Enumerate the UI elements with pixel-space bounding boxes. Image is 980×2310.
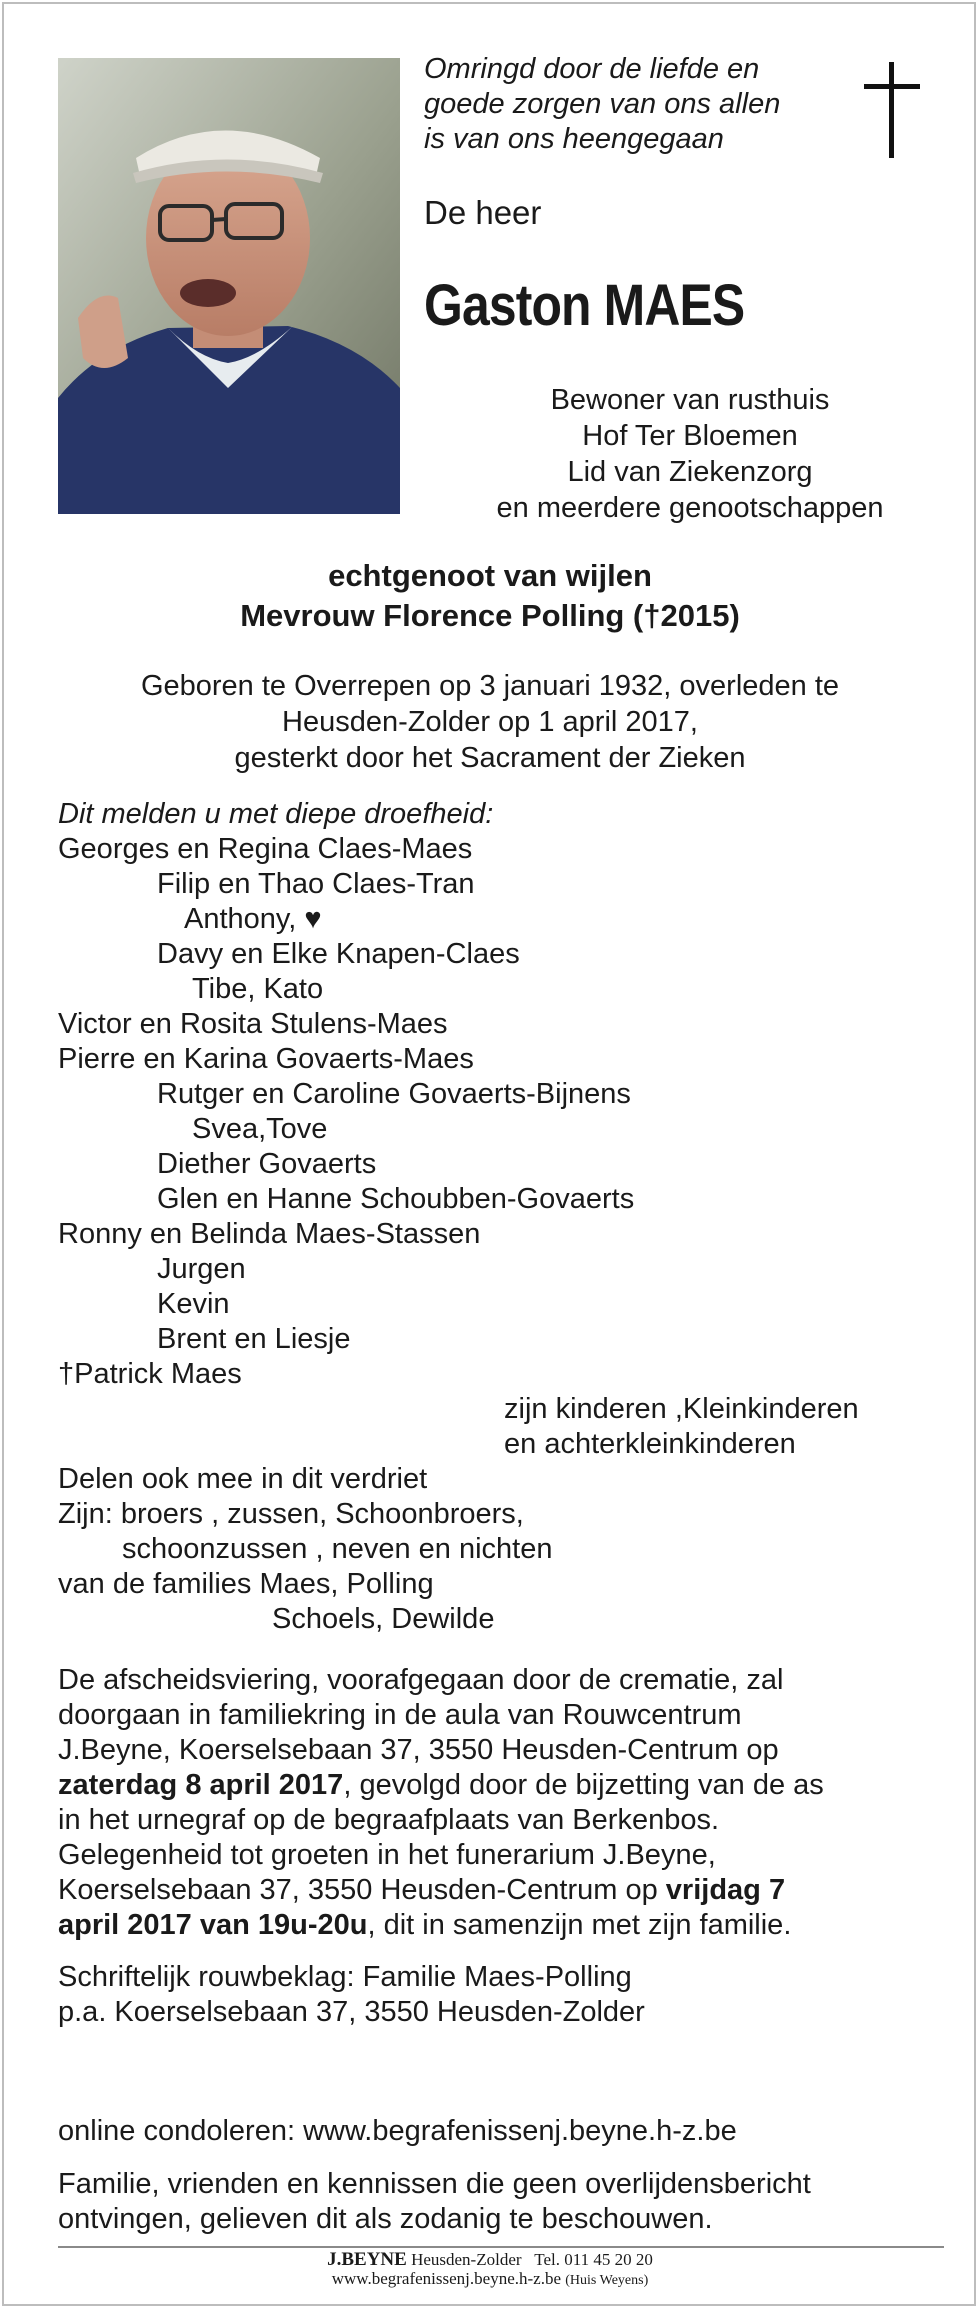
funeral-home-footer bbox=[0, 2250, 980, 2290]
funeral-home-website[interactable]: www.begrafenissenj.beyne.h-z.be bbox=[331, 2269, 561, 2288]
family-line: en achterkleinkinderen bbox=[504, 1428, 796, 1460]
correspondence-block bbox=[58, 1960, 948, 2030]
ceremony-line: Gelegenheid tot groeten in het funerarium J.Beyne, bbox=[58, 1839, 716, 1871]
ceremony-date: zaterdag 8 april 2017 bbox=[58, 1769, 344, 1801]
footer-divider bbox=[58, 2246, 944, 2248]
family-line: Diether Govaerts bbox=[157, 1148, 377, 1180]
roles-block bbox=[440, 382, 940, 526]
role-line: Bewoner van rusthuis bbox=[550, 384, 830, 416]
family-line: Kevin bbox=[157, 1288, 230, 1320]
role-line: Hof Ter Bloemen bbox=[582, 420, 798, 452]
family-line: Glen en Hanne Schoubben-Govaerts bbox=[157, 1183, 635, 1215]
ceremony-line bbox=[58, 1873, 948, 1908]
family-line: Brent en Liesje bbox=[157, 1323, 351, 1355]
family-line: van de families Maes, Polling bbox=[58, 1568, 434, 1600]
ceremony-line: in het urnegraf op de begraafplaats van Berkenbos. bbox=[58, 1804, 720, 1836]
visitation-date: vrijdag 7 bbox=[665, 1874, 786, 1906]
ceremony-text: , gevolgd door de bijzetting van de as bbox=[343, 1769, 824, 1801]
family-line: Georges en Regina Claes-Maes bbox=[58, 833, 473, 865]
family-line: Davy en Elke Knapen-Claes bbox=[157, 938, 520, 970]
spouse-line: Mevrouw Florence Polling (†2015) bbox=[240, 598, 740, 633]
spouse-block bbox=[0, 556, 980, 636]
correspondence-line: Schriftelijk rouwbeklag: Familie Maes-Polling bbox=[58, 1961, 632, 1993]
funeral-home-name: J.BEYNE bbox=[327, 2249, 407, 2270]
birth-line: Heusden-Zolder op 1 april 2017, bbox=[282, 706, 698, 738]
birth-line: gesterkt door het Sacrament der Zieken bbox=[234, 742, 746, 774]
family-line: †Patrick Maes bbox=[58, 1358, 242, 1390]
family-line: Rutger en Caroline Govaerts-Bijnens bbox=[157, 1078, 631, 1110]
ceremony-line: J.Beyne, Koerselsebaan 37, 3550 Heusden-Centrum op bbox=[58, 1734, 779, 1766]
footer-line-1 bbox=[0, 2250, 980, 2269]
family-line: zijn kinderen ,Kleinkinderen bbox=[504, 1393, 859, 1425]
notice-line: Familie, vrienden en kennissen die geen overlijdensbericht bbox=[58, 2168, 811, 2200]
birth-death-block bbox=[0, 668, 980, 776]
role-line: en meerdere genootschappen bbox=[496, 492, 884, 524]
ceremony-line bbox=[58, 1768, 948, 1803]
family-line: Delen ook mee in dit verdriet bbox=[58, 1463, 428, 1495]
ceremony-paragraph bbox=[58, 1663, 948, 1943]
ceremony-text: Koerselsebaan 37, 3550 Heusden-Centrum op bbox=[58, 1874, 666, 1906]
family-intro: Dit melden u met diepe droefheid: bbox=[58, 798, 494, 830]
family-line: Filip en Thao Claes-Tran bbox=[157, 868, 475, 900]
footer-line-2 bbox=[0, 2269, 980, 2290]
family-line: Ronny en Belinda Maes-Stassen bbox=[58, 1218, 481, 1250]
role-line: Lid van Ziekenzorg bbox=[567, 456, 813, 488]
family-line: Jurgen bbox=[157, 1253, 246, 1285]
family-line: schoonzussen , neven en nichten bbox=[122, 1533, 553, 1565]
intro-verse: Omringd door de liefde en goede zorgen van ons allen is van ons heengegaan bbox=[424, 53, 781, 155]
funeral-home-location: Heusden-Zolder bbox=[411, 2250, 522, 2269]
visitation-time: april 2017 van 19u-20u bbox=[58, 1909, 368, 1941]
notice-block bbox=[58, 2167, 948, 2237]
notice-line: ontvingen, gelieven dit als zodanig te beschouwen. bbox=[58, 2203, 713, 2235]
portrait-photo bbox=[58, 58, 400, 514]
family-line: Anthony, ♥ bbox=[184, 903, 322, 935]
deceased-name: Gaston MAES bbox=[424, 273, 745, 338]
salutation: De heer bbox=[424, 194, 542, 231]
funeral-home-phone: Tel. 011 45 20 20 bbox=[534, 2250, 653, 2269]
family-line: Svea,Tove bbox=[192, 1113, 328, 1145]
family-line: Tibe, Kato bbox=[192, 973, 324, 1005]
online-condolence-link[interactable]: online condoleren: www.begrafenissenj.beyne.h-z.be bbox=[58, 2115, 737, 2147]
family-line: Pierre en Karina Govaerts-Maes bbox=[58, 1043, 474, 1075]
birth-line: Geboren te Overrepen op 3 januari 1932, overleden te bbox=[140, 670, 840, 702]
cross-icon bbox=[864, 62, 920, 163]
ceremony-line bbox=[58, 1908, 948, 1943]
family-line: Zijn: broers , zussen, Schoonbroers, bbox=[58, 1498, 524, 1530]
funeral-home-house: (Huis Weyens) bbox=[565, 2273, 649, 2288]
family-line: Schoels, Dewilde bbox=[272, 1603, 495, 1635]
ceremony-text: , dit in samenzijn met zijn familie. bbox=[367, 1909, 792, 1941]
ceremony-line: De afscheidsviering, voorafgegaan door de crematie, zal bbox=[58, 1664, 784, 1696]
family-line: Victor en Rosita Stulens-Maes bbox=[58, 1008, 448, 1040]
correspondence-line: p.a. Koerselsebaan 37, 3550 Heusden-Zolder bbox=[58, 1996, 645, 2028]
ceremony-line: doorgaan in familiekring in de aula van Rouwcentrum bbox=[58, 1699, 742, 1731]
spouse-line: echtgenoot van wijlen bbox=[328, 558, 652, 593]
